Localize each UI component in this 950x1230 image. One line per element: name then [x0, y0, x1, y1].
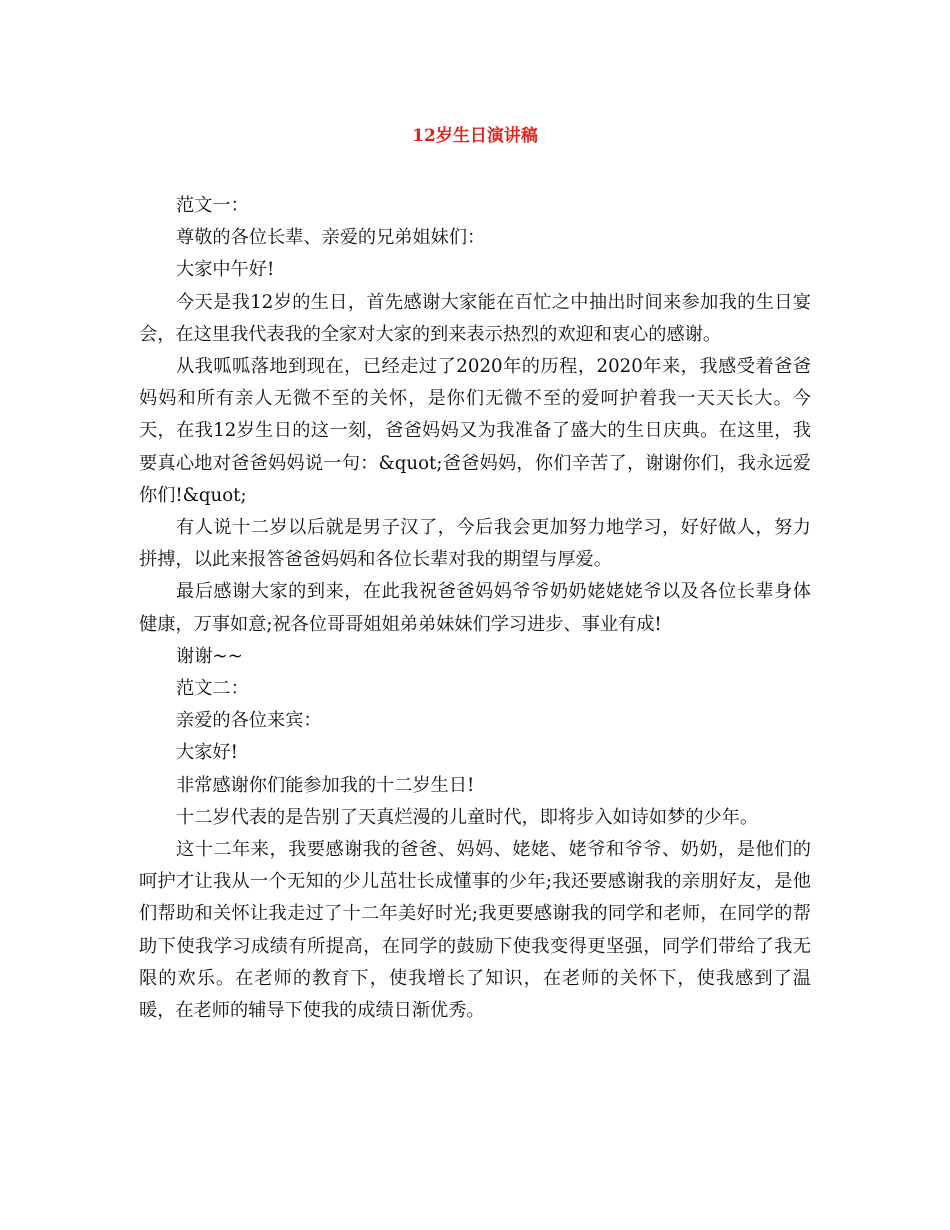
- document-title: 12岁生日演讲稿: [412, 126, 538, 146]
- paragraph: 有人说十二岁以后就是男子汉了，今后我会更加努力地学习，好好做人，努力拼搏，以此来报答爸爸妈妈和各位长辈对我的期望与厚爱。: [139, 517, 811, 571]
- paragraph: 大家中午好!: [176, 259, 275, 281]
- paragraph: 尊敬的各位长辈、亲爱的兄弟姐妹们：: [176, 227, 486, 249]
- paragraph: 从我呱呱落地到现在，已经走过了2020年的历程，2020年来，我感受着爸爸妈妈和所有亲人无微不至的关怀，是你们无微不至的爱呵护着我一天天长大。今天，在我12岁生日的这一刻，爸爸妈妈又为我准备了盛大的生日庆典。在这里，我要真心地对爸爸妈妈说一句：&quot;爸爸妈妈，你们辛苦了，谢谢你们，我永远爱你们!&quot;: [139, 356, 811, 506]
- paragraph: 大家好!: [176, 742, 238, 764]
- paragraph: 非常感谢你们能参加我的十二岁生日!: [176, 774, 475, 796]
- paragraph: 十二岁代表的是告别了天真烂漫的儿童时代，即将步入如诗如梦的少年。: [176, 806, 759, 828]
- paragraph: 范文一：: [176, 195, 249, 216]
- paragraph: 亲爱的各位来宾：: [176, 710, 322, 732]
- paragraph: 范文二：: [176, 678, 249, 700]
- paragraph: 最后感谢大家的到来，在此我祝爸爸妈妈爷爷奶奶姥姥姥爷以及各位长辈身体健康，万事如意;祝各位哥哥姐姐弟弟妹妹们学习进步、事业有成!: [139, 581, 811, 635]
- paragraph: 这十二年来，我要感谢我的爸爸、妈妈、姥姥、姥爷和爷爷、奶奶，是他们的呵护才让我从一个无知的少儿茁壮长成懂事的少年;我还要感谢我的亲朋好友，是他们帮助和关怀让我走过了十二年美好时光;我更要感谢我的同学和老师，在同学的帮助下使我学习成绩有所提高，在同学的鼓励下使我变得更坚强，同学们带给了我无限的欢乐。在老师的教育下，使我增长了知识，在老师的关怀下，使我感到了温暖，在老师的辅导下使我的成绩日渐优秀。: [139, 839, 811, 1022]
- paragraph: 今天是我12岁的生日，首先感谢大家能在百忙之中抽出时间来参加我的生日宴会，在这里我代表我的全家对大家的到来表示热烈的欢迎和衷心的感谢。: [139, 291, 811, 345]
- paragraph: 谢谢~~: [176, 645, 243, 667]
- document-body: [139, 190, 811, 1027]
